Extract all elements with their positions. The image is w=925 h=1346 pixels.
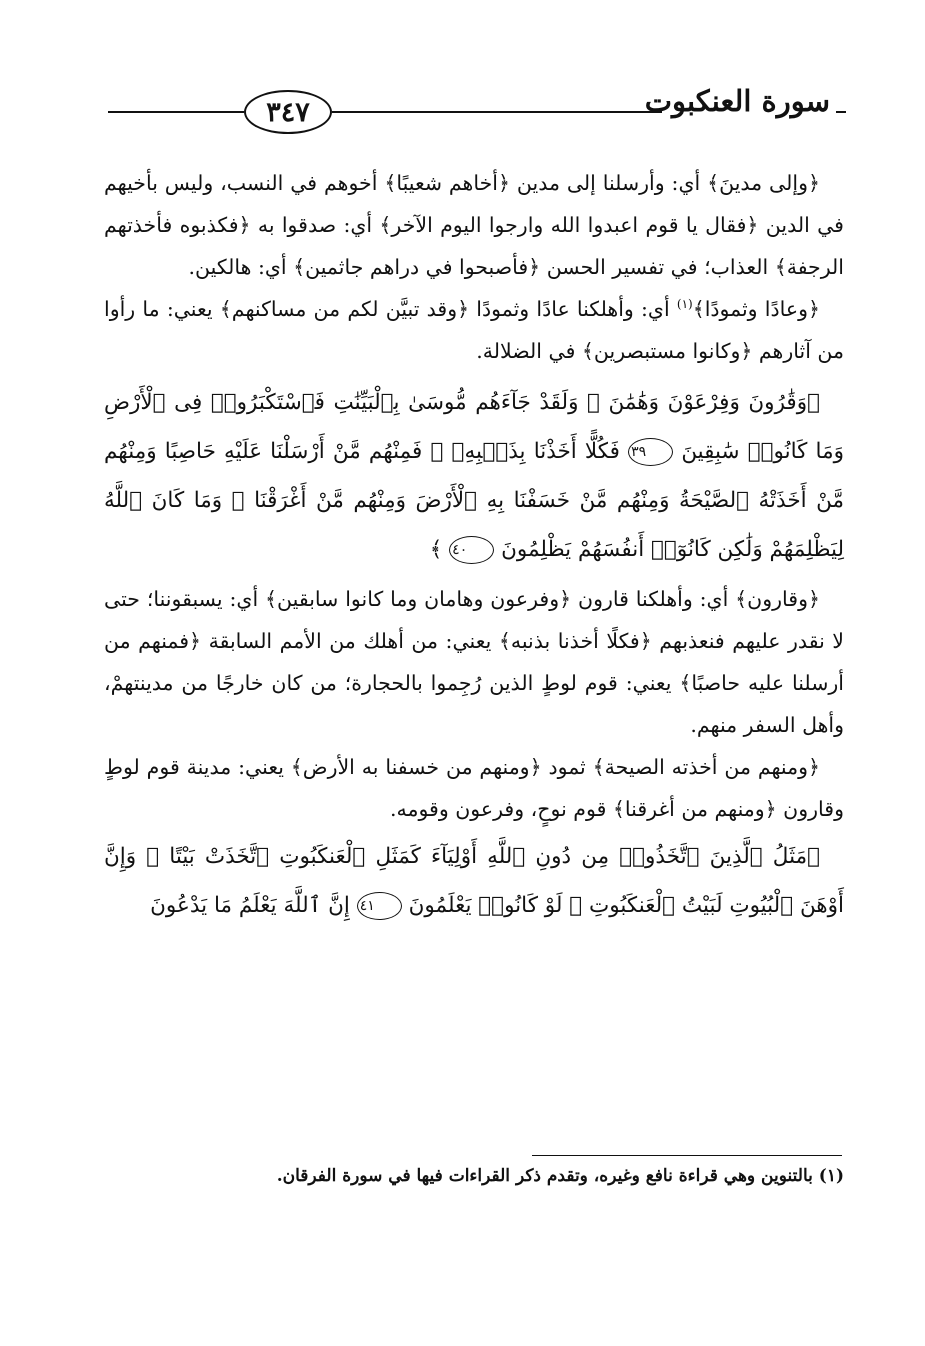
page-body <box>104 162 844 930</box>
tafsir-paragraph-1: ﴿وإلى مدينَ﴾ أي: وأرسلنا إلى مدين ﴿أخاهم شعيبًا﴾ أخوهم في النسب، وليس بأخيهم في الدين ﴿فقال يا قوم اعبدوا الله وارجوا اليوم الآخر﴾ أي: صدقوا به ﴿فكذبوه فأخذتهم الرجفة﴾ العذاب؛ في تفسير الحسن ﴿فأصبحوا في دراهم جاثمين﴾ أي: هالكين. <box>104 171 844 279</box>
ayah-number-39: ٣٩ <box>628 438 673 466</box>
verse-39-text: ﴿وَقَٰرُونَ وَفِرْعَوْنَ وَهَٰمَٰنَ ۖ وَلَقَدْ جَآءَهُم مُّوسَىٰ بِٱلْبَيِّنَٰتِ فَٱسْتَكْبَرُوا۟ فِى ٱلْأَرْضِ وَمَا كَانُوا۟ سَٰبِقِينَ <box>104 390 844 464</box>
ayah-number-41: ٤١ <box>357 892 402 920</box>
tafsir-paragraph-2 <box>104 288 844 372</box>
ayah-number-40: ٤٠ <box>449 536 494 564</box>
surah-title: سورة العنكبوت <box>644 84 830 118</box>
closing-bracket: ﴾ <box>429 537 443 562</box>
page-header <box>100 78 845 138</box>
footnote-ref[interactable]: (١) <box>676 297 693 312</box>
header-rule-middle <box>332 111 662 113</box>
footnote: (١) بالتنوين وهي قراءة نافع وغيره، وتقدم ذكر القراءات فيها في سورة الفرقان. <box>276 1166 844 1186</box>
page-number: ٣٤٧ <box>244 90 332 134</box>
quran-verses-41-42 <box>104 832 844 930</box>
verse-40-text: فَكُلًّا أَخَذْنَا بِذَنۢبِهِۦ ۖ فَمِنْهُم مَّنْ أَرْسَلْنَا عَلَيْهِ حَاصِبًا وَمِنْهُم مَّنْ أَخَذَتْهُ ٱلصَّيْحَةُ وَمِنْهُم مَّنْ خَسَفْنَا بِهِ ٱلْأَرْضَ وَمِنْهُم مَّنْ أَغْرَقْنَا ۚ وَمَا كَانَ ٱللَّهُ لِيَظْلِمَهُمْ وَلَٰكِن كَانُوٓا۟ أَنفُسَهُمْ يَظْلِمُونَ <box>104 439 844 562</box>
verse-42-text: إِنَّ ٱللَّهَ يَعْلَمُ مَا يَدْعُونَ <box>150 893 350 918</box>
quran-verses-39-40 <box>104 378 844 574</box>
tafsir-paragraph-4: ﴿ومنهم من أخذته الصيحة﴾ ثمود ﴿ومنهم من خسفنا به الأرض﴾ يعني: مدينة قوم لوطٍ وقارون ﴿ومنهم من أغرقنا﴾ قوم نوحٍ، وفرعون وقومه. <box>104 755 844 821</box>
paragraph-2-text: أي: وأهلكنا عادًا وثمودًا ﴿وقد تبيَّن لكم من مساكنهم﴾ يعني: ما رأوا من آثارهم ﴿وكانوا مستبصرين﴾ في الضلالة. <box>104 297 844 363</box>
header-rule-right <box>836 111 846 113</box>
verse-41-text: ﴿مَثَلُ ٱلَّذِينَ ٱتَّخَذُوا۟ مِن دُونِ ٱللَّهِ أَوْلِيَآءَ كَمَثَلِ ٱلْعَنكَبُوتِ ٱتَّخَذَتْ بَيْتًا ۖ وَإِنَّ أَوْهَنَ ٱلْبُيُوتِ لَبَيْتُ ٱلْعَنكَبُوتِ ۖ لَوْ كَانُوا۟ يَعْلَمُونَ <box>104 844 844 918</box>
header-rule-left <box>108 111 244 113</box>
footnote-separator <box>532 1155 842 1156</box>
paragraph-2-quote: ﴿وعادًا وثمودًا﴾ <box>692 297 820 321</box>
tafsir-paragraph-3: ﴿وقارون﴾ أي: وأهلكنا قارون ﴿وفرعون وهامان وما كانوا سابقين﴾ أي: يسبقوننا؛ حتى لا نقدر عليهم فنعذبهم ﴿فكلًا أخذنا بذنبه﴾ يعني: من أهلك من الأمم السابقة ﴿فمنهم من أرسلنا عليه حاصبًا﴾ يعني: قوم لوطٍ الذين رُجِموا بالحجارة؛ من كان خارجًا من مدينتهمْ، وأهل السفر منهم. <box>104 587 844 737</box>
